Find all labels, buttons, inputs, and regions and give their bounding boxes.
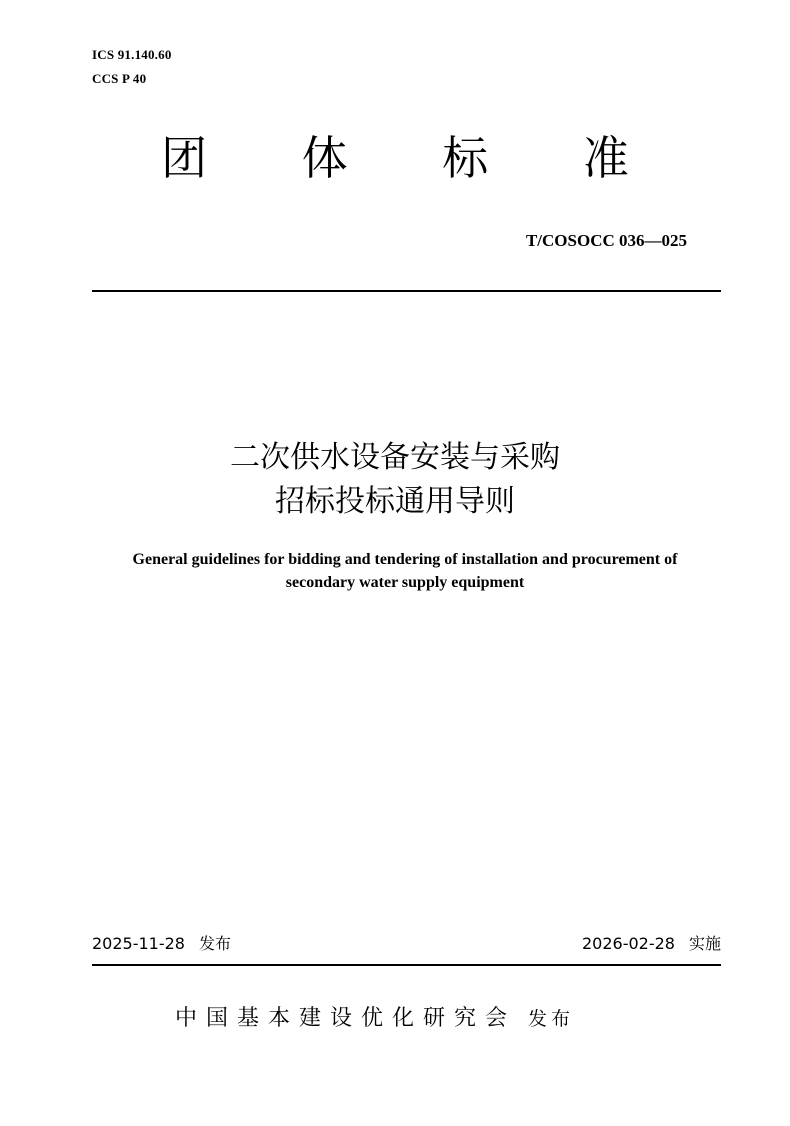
implement-date: 2026-02-28 xyxy=(582,934,675,953)
chinese-title-line-2: 招标投标通用导则 xyxy=(275,484,515,519)
publisher-label: 发布 xyxy=(528,1008,575,1030)
publisher-line xyxy=(175,1004,574,1034)
english-title-line-1: General guidelines for bidding and tendering of installation and procurement of xyxy=(132,551,678,568)
implement-label: 实施 xyxy=(688,934,721,953)
bottom-divider xyxy=(92,964,721,966)
publish-date-group xyxy=(92,933,231,955)
publish-date: 2025-11-28 xyxy=(92,934,185,953)
standard-code: T/COSOCC 036—025 xyxy=(525,231,687,250)
publisher-name: 中国基本建设优化研究会 xyxy=(175,1006,517,1031)
ics-code: ICS 91.140.60 xyxy=(92,47,172,62)
standard-type-title: 团 体 标 准 xyxy=(161,131,669,185)
publish-label: 发布 xyxy=(198,934,231,953)
chinese-title-line-1: 二次供水设备安装与采购 xyxy=(230,440,560,475)
english-title-line-2: secondary water supply equipment xyxy=(285,574,525,591)
top-divider xyxy=(92,290,721,292)
ccs-code: CCS P 40 xyxy=(92,71,147,86)
implement-date-group xyxy=(582,933,721,955)
